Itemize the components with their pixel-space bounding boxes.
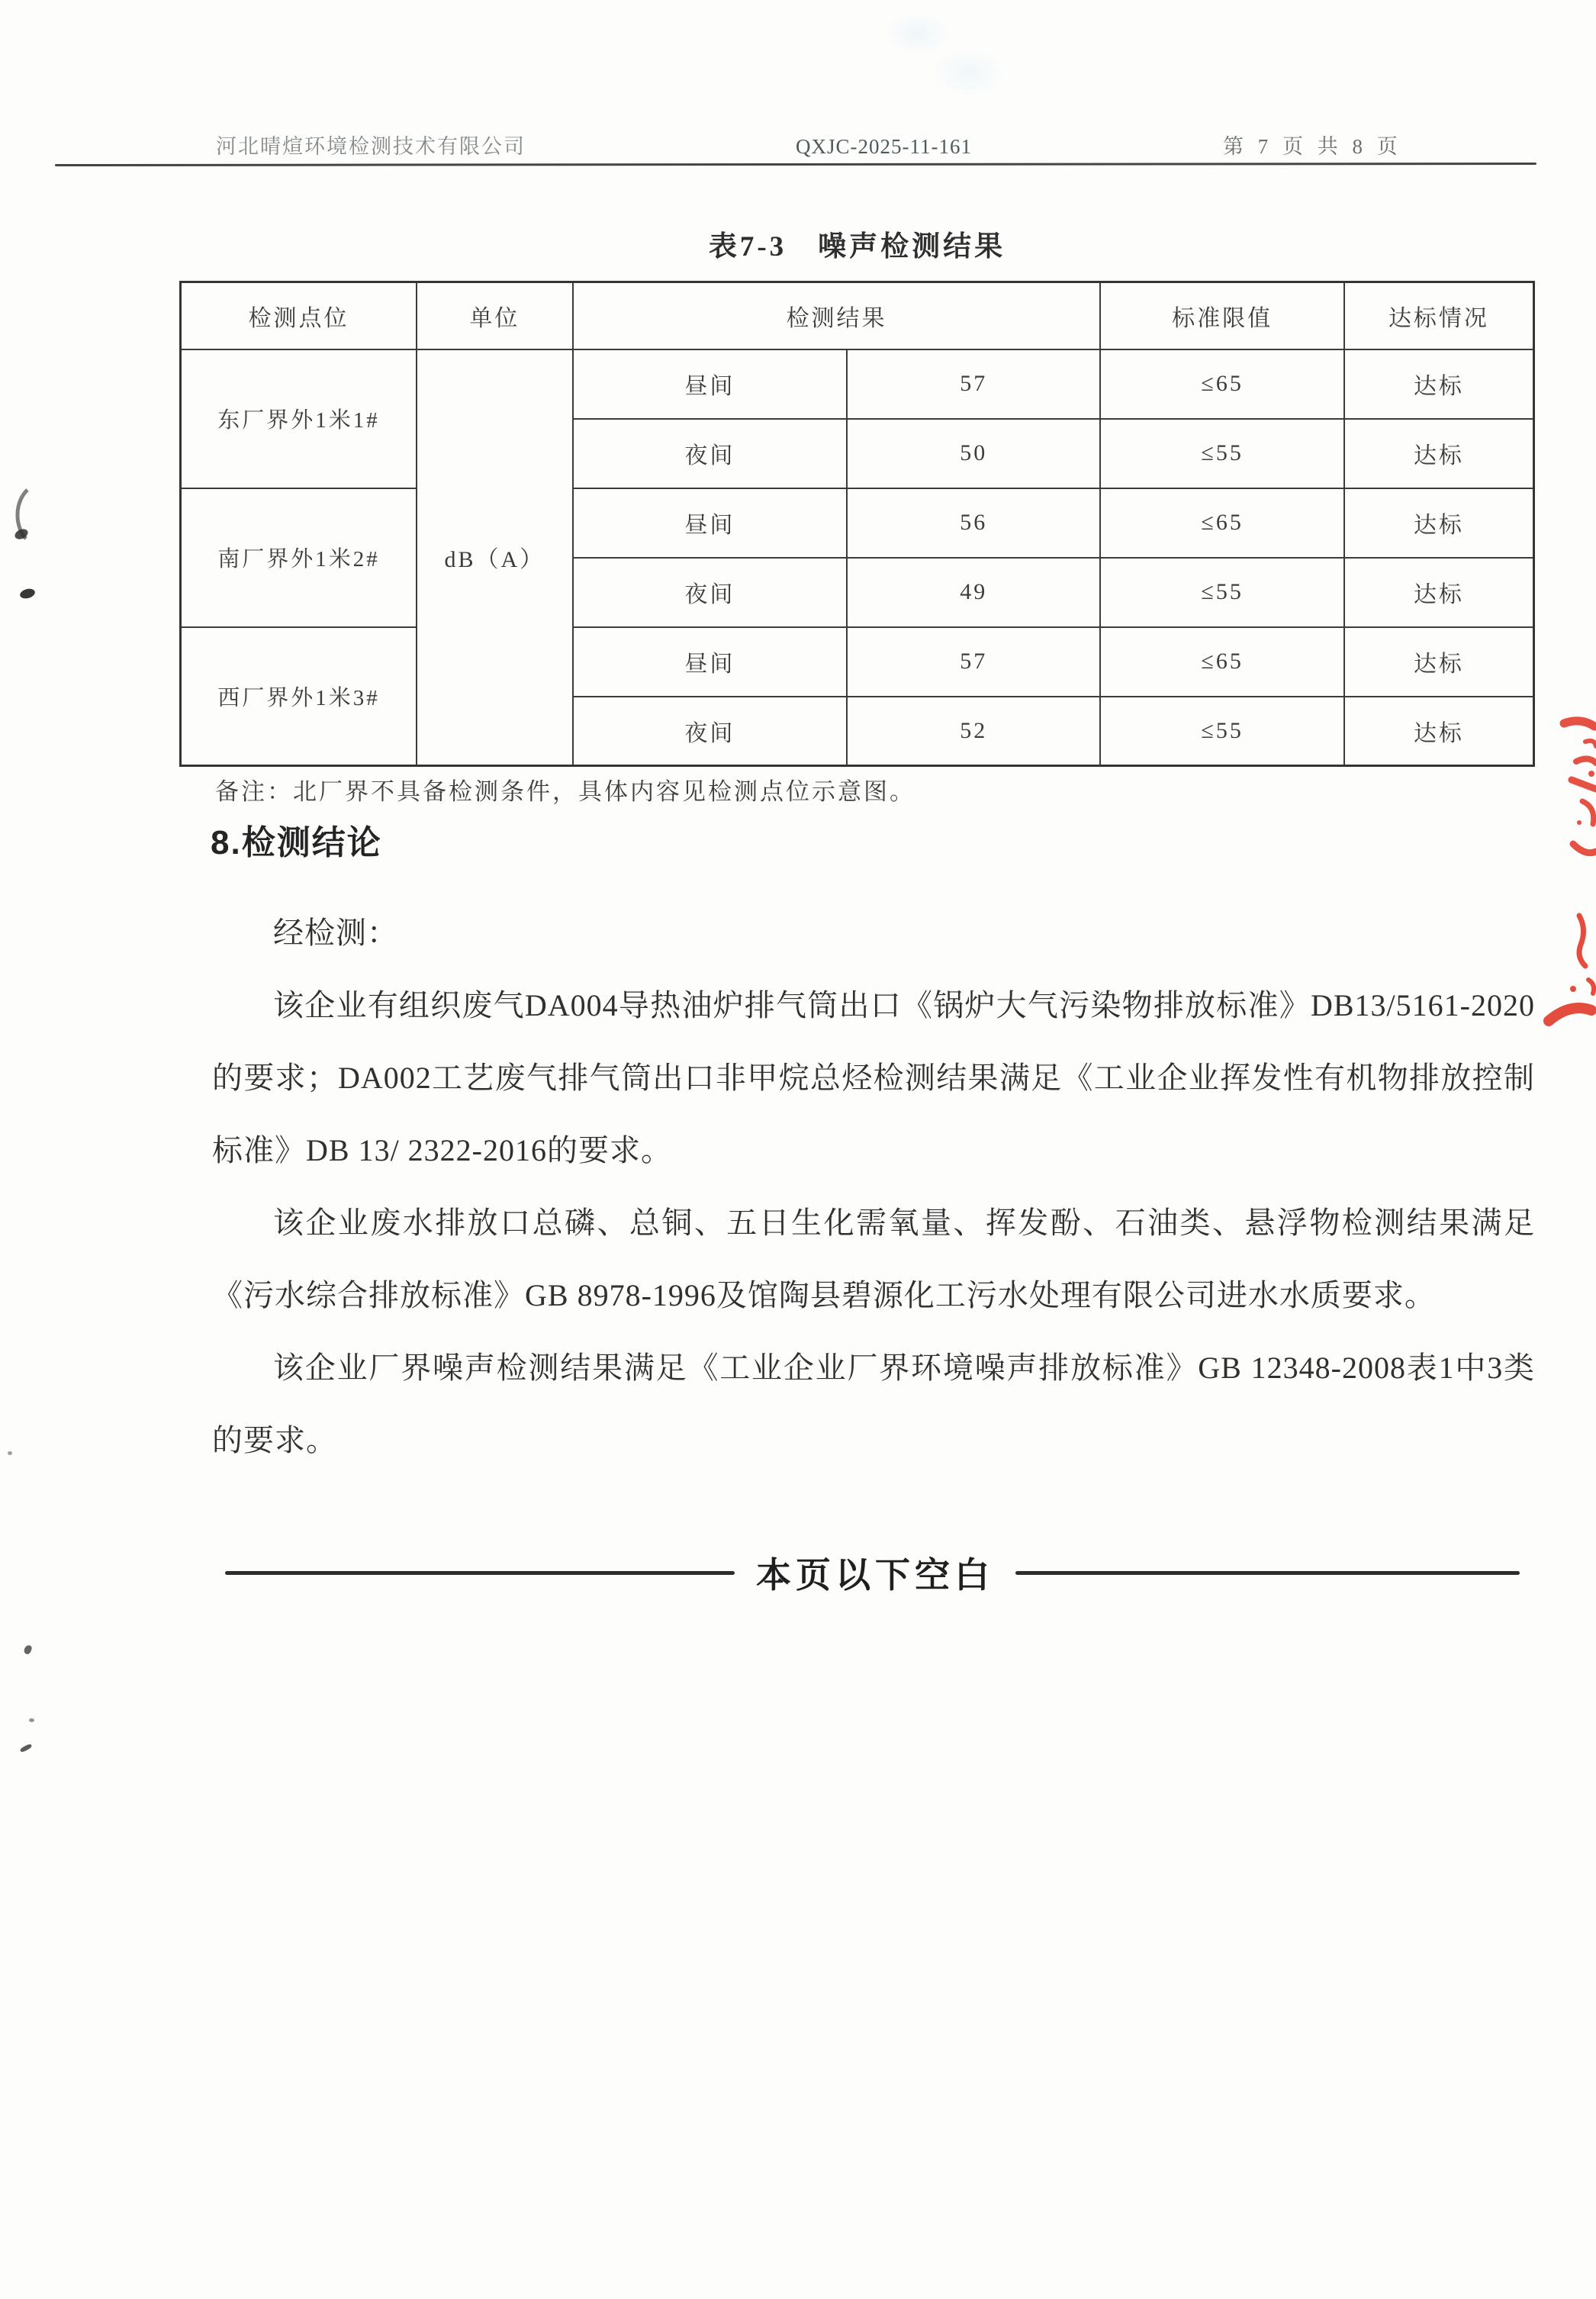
conclusion-paragraph: 该企业有组织废气DA004导热油炉排气筒出口《锅炉大气污染物排放标准》DB13/5161-2020的要求；DA002工艺废气排气筒出口非甲烷总烃检测结果满足《工业企业挥发性有机物排放控制标准》DB 13/ 2322-2016的要求。: [212, 988, 1535, 1167]
location-cell: 西厂界外1米3#: [181, 627, 417, 766]
conclusion-body: [212, 897, 1535, 1476]
scan-artifact-dot: [23, 1644, 33, 1655]
status-cell: 达标: [1344, 488, 1534, 558]
red-stamp-fragment-upper: [1538, 716, 1596, 868]
period-cell: 昼间: [573, 627, 847, 697]
period-cell: 夜间: [573, 419, 847, 488]
result-cell: 57: [847, 627, 1100, 697]
status-cell: 达标: [1344, 419, 1534, 488]
col-header-unit: 单位: [417, 282, 573, 349]
limit-cell: ≤65: [1100, 627, 1343, 697]
limit-cell: ≤55: [1100, 419, 1343, 488]
col-header-limit: 标准限值: [1100, 282, 1343, 349]
end-marker-line-left: [225, 1571, 735, 1575]
col-header-location: 检测点位: [181, 282, 417, 349]
noise-results-table: [179, 281, 1535, 767]
table-header-row: [181, 282, 1534, 349]
col-header-result: 检测结果: [573, 282, 1101, 349]
limit-cell: ≤65: [1100, 349, 1343, 419]
limit-cell: ≤65: [1100, 488, 1343, 558]
end-marker-label: 本页以下空白: [756, 1556, 994, 1595]
red-stamp-fragment-lower: [1543, 910, 1596, 1032]
header-rule: [55, 163, 1536, 166]
result-cell: 49: [847, 558, 1100, 627]
location-cell: 东厂界外1米1#: [181, 349, 417, 488]
status-cell: 达标: [1344, 627, 1534, 697]
conclusion-paragraph: 该企业厂界噪声检测结果满足《工业企业厂界环境噪声排放标准》GB 12348-2008表1中3类的要求。: [212, 1351, 1535, 1457]
table-row: [181, 488, 1534, 558]
result-cell: 50: [847, 419, 1100, 488]
page-header: [216, 130, 1520, 159]
period-cell: 昼间: [573, 488, 847, 558]
result-cell: 52: [847, 697, 1100, 766]
table-title: 表7-3 噪声检测结果: [708, 231, 1006, 262]
col-header-status: 达标情况: [1344, 282, 1534, 349]
scan-artifact-curve: [0, 479, 46, 617]
table-row: [181, 349, 1534, 419]
report-number: QXJC-2025-11-161: [796, 135, 972, 158]
status-cell: 达标: [1344, 558, 1534, 627]
scan-artifact-dot: [8, 1451, 12, 1455]
table-note: 备注：北厂界不具备检测条件，具体内容见检测点位示意图。: [215, 778, 915, 805]
scan-artifact-dash: [20, 1744, 33, 1753]
limit-cell: ≤55: [1100, 558, 1343, 627]
scan-artifact-dot: [29, 1718, 34, 1722]
conclusion-paragraph: 该企业废水排放口总磷、总铜、五日生化需氧量、挥发酚、石油类、悬浮物检测结果满足《污水综合排放标准》GB 8978-1996及馆陶县碧源化工污水处理有限公司进水水质要求。: [212, 1206, 1535, 1312]
result-cell: 57: [847, 349, 1100, 419]
section-heading: 8.检测结论: [211, 824, 382, 861]
period-cell: 夜间: [573, 697, 847, 766]
status-cell: 达标: [1344, 697, 1534, 766]
end-marker-line-right: [1015, 1571, 1520, 1575]
conclusion-paragraph: 经检测：: [273, 916, 398, 950]
status-cell: 达标: [1344, 349, 1534, 419]
location-cell: 南厂界外1米2#: [181, 488, 417, 627]
result-cell: 56: [847, 488, 1100, 558]
scan-smudge: [835, 6, 1041, 117]
period-cell: 夜间: [573, 558, 847, 627]
period-cell: 昼间: [573, 349, 847, 419]
limit-cell: ≤55: [1100, 697, 1343, 766]
end-of-content-marker: [225, 1547, 1520, 1598]
table-row: [181, 627, 1534, 697]
unit-cell: dB（A）: [417, 349, 573, 766]
company-name: 河北晴煊环境检测技术有限公司: [216, 135, 526, 158]
page-number: 第 7 页 共 8 页: [1223, 135, 1402, 158]
